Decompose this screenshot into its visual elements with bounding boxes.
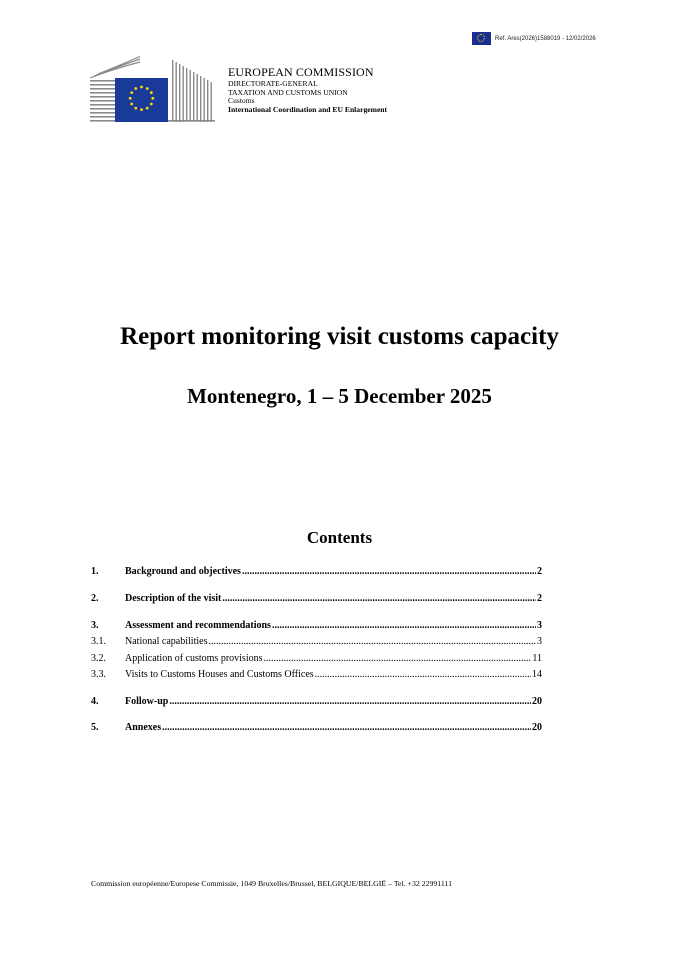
toc-title: Background and objectives xyxy=(125,566,241,577)
eu-flag-icon xyxy=(472,32,491,45)
toc-entry-visits[interactable] xyxy=(91,669,542,680)
toc-page: 3 xyxy=(537,620,542,631)
toc-title: National capabilities xyxy=(125,636,208,647)
toc-number: 3.2. xyxy=(91,653,106,664)
toc-page: 3 xyxy=(537,636,542,647)
toc-number: 4. xyxy=(91,696,99,707)
toc-title: Follow-up xyxy=(125,696,169,707)
toc-page: 2 xyxy=(537,593,542,604)
toc-page: 11 xyxy=(532,653,542,664)
directorate-general-line-2: TAXATION AND CUSTOMS UNION xyxy=(228,87,348,97)
toc-leader xyxy=(169,696,531,707)
toc-title: Description of the visit xyxy=(125,593,222,604)
toc-leader xyxy=(162,722,531,733)
letterhead xyxy=(228,66,387,115)
toc-leader xyxy=(264,653,532,664)
toc-leader xyxy=(222,593,536,604)
toc-entry-annexes[interactable] xyxy=(91,722,542,733)
unit-name: Customs xyxy=(228,96,255,106)
toc-entry-customs-provisions[interactable] xyxy=(91,653,542,664)
toc-page: 20 xyxy=(532,696,542,707)
toc-page: 2 xyxy=(537,566,542,577)
toc-leader xyxy=(242,566,536,577)
toc-title: Visits to Customs Houses and Customs Offices xyxy=(125,669,314,680)
toc-title: Application of customs provisions xyxy=(125,653,263,664)
toc-number: 3.3. xyxy=(91,669,106,680)
toc-number: 5. xyxy=(91,722,99,733)
document-title: Report monitoring visit customs capacity xyxy=(120,323,559,350)
toc-entry-description[interactable] xyxy=(91,593,542,604)
toc-entry-follow-up[interactable] xyxy=(91,696,542,707)
toc-page: 20 xyxy=(532,722,542,733)
toc-number: 3.1. xyxy=(91,636,106,647)
toc-title: Assessment and recommendations xyxy=(125,620,271,631)
toc-entry-background[interactable] xyxy=(91,566,542,577)
toc-title: Annexes xyxy=(125,722,162,733)
organisation-name: EUROPEAN COMMISSION xyxy=(228,65,374,79)
toc-number: 3. xyxy=(91,620,99,631)
directorate-general-line-1: DIRECTORATE-GENERAL xyxy=(228,78,318,88)
toc-leader xyxy=(272,620,536,631)
ares-reference-stamp xyxy=(472,32,596,45)
toc-number: 2. xyxy=(91,593,99,604)
toc-leader xyxy=(315,669,531,680)
toc-entry-national-capabilities[interactable] xyxy=(91,636,542,647)
contents-heading: Contents xyxy=(306,528,373,547)
european-commission-logo-icon xyxy=(90,56,215,122)
directorate-name: International Coordination and EU Enlargement xyxy=(228,104,388,114)
toc-leader xyxy=(208,636,536,647)
ares-reference-text: Ref. Ares(2026)1588019 - 12/02/2026 xyxy=(495,35,596,42)
toc-page: 14 xyxy=(532,669,542,680)
toc-number: 1. xyxy=(91,566,99,577)
toc-entry-assessment[interactable] xyxy=(91,620,542,631)
document-subtitle: Montenegro, 1 – 5 December 2025 xyxy=(187,384,492,408)
footer-address: Commission européenne/Europese Commissie, 1049 Bruxelles/Brussel, BELGIQUE/BELGIË – Tel. +32 22991111 xyxy=(91,879,453,888)
